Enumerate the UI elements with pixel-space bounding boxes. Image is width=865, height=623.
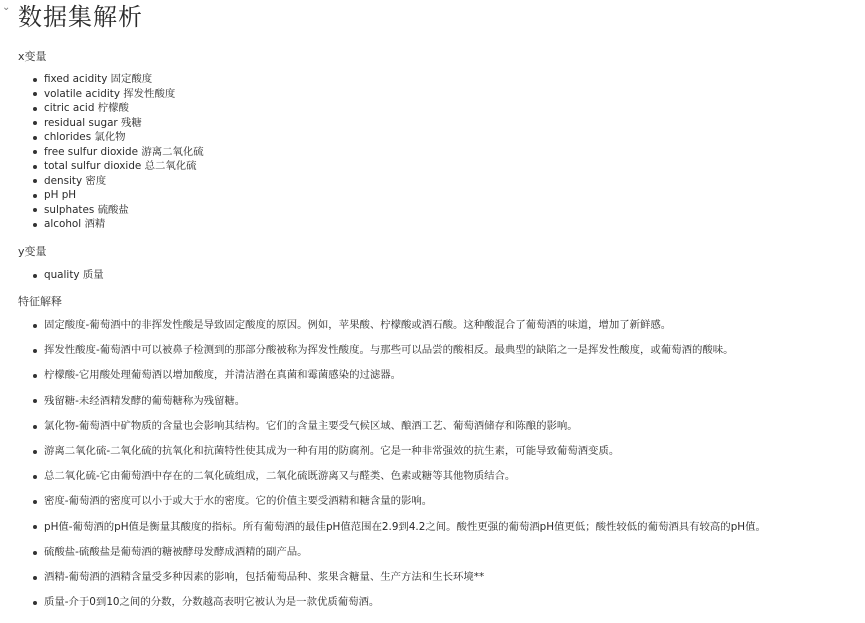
list-item: chlorides 氯化物 — [0, 130, 204, 145]
y-variables-list — [0, 268, 104, 283]
list-item: 挥发性酸度-葡萄酒中可以被鼻子检测到的那部分酸被称为挥发性酸度。与那些可以品尝的酸相反。最典型的缺陷之一是挥发性酸度，或葡萄酒的酸味。 — [0, 338, 766, 363]
list-item: residual sugar 残糖 — [0, 116, 204, 131]
list-item: sulphates 硫酸盐 — [0, 203, 204, 218]
x-variables-heading: x变量 — [18, 50, 47, 63]
list-item: citric acid 柠檬酸 — [0, 101, 204, 116]
list-item: volatile acidity 挥发性酸度 — [0, 87, 204, 102]
list-item: 柠檬酸-它用酸处理葡萄酒以增加酸度，并清洁潜在真菌和霉菌感染的过滤器。 — [0, 363, 766, 388]
feature-explanation-list — [0, 313, 766, 615]
list-item: 酒精-葡萄酒的酒精含量受多种因素的影响，包括葡萄品种、浆果含糖量、生产方法和生长环境** — [0, 565, 766, 590]
y-variables-heading: y变量 — [18, 245, 47, 258]
list-item: 质量-介于0到10之间的分数，分数越高表明它被认为是一款优质葡萄酒。 — [0, 590, 766, 615]
list-item: quality 质量 — [0, 268, 104, 283]
x-variables-list — [0, 72, 204, 232]
list-item: 固定酸度-葡萄酒中的非挥发性酸是导致固定酸度的原因。例如，苹果酸、柠檬酸或酒石酸。这种酸混合了葡萄酒的味道，增加了新鲜感。 — [0, 313, 766, 338]
collapse-chevron-icon[interactable]: ⌄ — [2, 2, 11, 13]
list-item: 密度-葡萄酒的密度可以小于或大于水的密度。它的价值主要受酒精和糖含量的影响。 — [0, 489, 766, 514]
list-item: fixed acidity 固定酸度 — [0, 72, 204, 87]
list-item: 总二氧化硫-它由葡萄酒中存在的二氧化硫组成，二氧化硫既游离又与醛类、色素或糖等其他物质结合。 — [0, 464, 766, 489]
list-item: pH pH — [0, 188, 204, 203]
list-item: total sulfur dioxide 总二氧化硫 — [0, 159, 204, 174]
list-item: 残留糖-未经酒精发酵的葡萄糖称为残留糖。 — [0, 389, 766, 414]
list-item: free sulfur dioxide 游离二氧化硫 — [0, 145, 204, 160]
list-item: density 密度 — [0, 174, 204, 189]
page-title: 数据集解析 — [18, 3, 143, 31]
list-item: 氯化物-葡萄酒中矿物质的含量也会影响其结构。它们的含量主要受气候区域、酿酒工艺、葡萄酒储存和陈酿的影响。 — [0, 414, 766, 439]
feature-explanation-heading: 特征解释 — [18, 295, 62, 308]
list-item: alcohol 酒精 — [0, 217, 204, 232]
list-item: 游离二氧化硫-二氧化硫的抗氧化和抗菌特性使其成为一种有用的防腐剂。它是一种非常强效的抗生素，可能导致葡萄酒变质。 — [0, 439, 766, 464]
list-item: pH值-葡萄酒的pH值是衡量其酸度的指标。所有葡萄酒的最佳pH值范围在2.9到4.2之间。酸性更强的葡萄酒pH值更低；酸性较低的葡萄酒具有较高的pH值。 — [0, 515, 766, 540]
list-item: 硫酸盐-硫酸盐是葡萄酒的糖被酵母发酵成酒精的副产品。 — [0, 540, 766, 565]
